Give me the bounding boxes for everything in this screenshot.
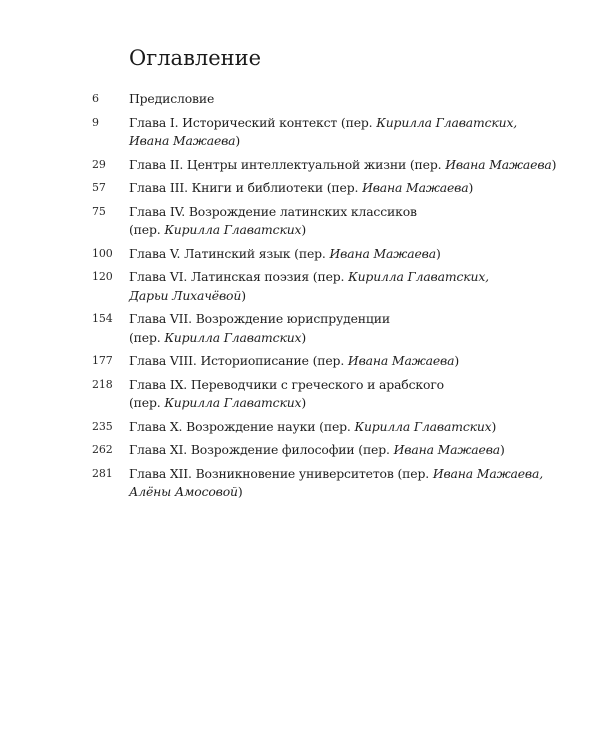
toc-translator: Алёны Амосовой (129, 484, 238, 499)
toc-entry-title: Глава VII. Возрождение юриспруденции (129, 311, 390, 326)
toc-entry-text (129, 352, 552, 371)
toc-entry-chapter-4[interactable] (92, 203, 552, 240)
toc-entry-text (129, 418, 552, 437)
toc-entry-text (129, 179, 552, 198)
toc-entry-title: Глава I. Исторический контекст (пер. (129, 114, 373, 130)
toc-closing-paren: ) (454, 353, 460, 368)
toc-translator: Кирилла Главатских (164, 395, 302, 410)
toc-entry-text (129, 156, 556, 175)
toc-translator: Ивана Мажаева (393, 442, 501, 457)
toc-translator-prefix: (пер. (129, 395, 161, 410)
toc-page-number: 154 (92, 312, 113, 325)
toc-entry-text (129, 376, 552, 413)
toc-closing-paren: ) (301, 222, 307, 237)
toc-page-number: 177 (92, 354, 113, 367)
toc-entry-title: Глава XI. Возрождение философии (пер. (129, 442, 390, 457)
toc-closing-paren: ) (551, 156, 557, 172)
toc-translator: Кирилла Главатских (354, 418, 492, 434)
toc-entry-chapter-8[interactable] (92, 352, 552, 371)
toc-page-number: 75 (92, 204, 106, 218)
toc-closing-paren: ) (468, 180, 474, 195)
toc-closing-paren: ) (500, 442, 505, 457)
toc-translator: Ивана Мажаева, (432, 465, 544, 481)
toc-page-number: 57 (92, 181, 106, 194)
toc-entry-title: Глава II. Центры интеллектуальной жизни (пер. (129, 156, 442, 172)
toc-entry-text (129, 441, 552, 460)
toc-entry-title: Глава IX. Переводчики с греческого и арабского (129, 376, 444, 392)
toc-closing-paren: ) (241, 287, 246, 303)
toc-translator: Ивана Мажаева (445, 156, 552, 172)
toc-entry-text (129, 114, 552, 151)
toc-entry-title: Глава XII. Возникновение университетов (пер. (129, 465, 430, 481)
toc-translator: Кирилла Главатских (164, 329, 302, 345)
toc-entry-text (129, 90, 552, 109)
toc-translator: Ивана Мажаева (129, 133, 236, 148)
toc-entry-chapter-7[interactable] (92, 310, 552, 347)
toc-entry-chapter-5[interactable] (92, 245, 552, 264)
toc-page-number: 262 (92, 443, 113, 456)
toc-entry-chapter-12[interactable] (92, 465, 552, 502)
toc-entry-title: Глава III. Книги и библиотеки (пер. (129, 180, 359, 195)
toc-translator-prefix: (пер. (129, 222, 161, 237)
toc-translator: Кирилла Главатских, (376, 114, 518, 130)
toc-entry-text (129, 465, 552, 502)
toc-page-number: 9 (92, 115, 99, 129)
toc-closing-paren: ) (237, 484, 243, 499)
toc-closing-paren: ) (435, 245, 441, 261)
toc-entry-text (129, 268, 552, 305)
page-title: Оглавление (129, 46, 262, 70)
toc-entry-chapter-11[interactable] (92, 441, 552, 460)
toc-translator: Кирилла Главатских, (348, 269, 489, 284)
toc-closing-paren: ) (301, 395, 307, 410)
toc-page-number: 120 (92, 270, 113, 283)
toc-entry-title: Глава IV. Возрождение латинских классиков (129, 203, 417, 219)
toc-entry-preface[interactable] (92, 90, 552, 109)
toc-translator: Ивана Мажаева (347, 353, 455, 368)
toc-entry-title: Глава VIII. Историописание (пер. (129, 353, 345, 368)
toc-translator-prefix: (пер. (129, 329, 161, 345)
toc-page-number: 6 (92, 92, 99, 105)
toc-entry-chapter-2[interactable] (92, 156, 557, 175)
toc-page-number: 218 (92, 377, 113, 391)
toc-translator: Дарьи Лихачёвой (129, 287, 242, 303)
toc-entry-title: Предисловие (129, 91, 215, 106)
toc-page-number: 235 (92, 419, 113, 433)
toc-entry-title: Глава VI. Латинская поэзия (пер. (129, 269, 345, 284)
toc-entry-chapter-10[interactable] (92, 418, 552, 437)
toc-closing-paren: ) (491, 418, 497, 434)
toc-entry-title: Глава V. Латинский язык (пер. (129, 245, 326, 261)
toc-closing-paren: ) (301, 329, 307, 345)
table-of-contents (92, 90, 557, 507)
toc-page-number: 100 (92, 246, 113, 260)
toc-entry-chapter-9[interactable] (92, 376, 552, 413)
toc-translator: Ивана Мажаева (362, 180, 469, 195)
toc-entry-text (129, 203, 552, 240)
toc-page-number: 281 (92, 466, 113, 480)
toc-translator: Ивана Мажаева (329, 245, 436, 261)
toc-entry-title: Глава X. Возрождение науки (пер. (129, 418, 351, 434)
toc-page-number: 29 (92, 157, 106, 171)
toc-closing-paren: ) (235, 133, 241, 148)
toc-entry-chapter-3[interactable] (92, 179, 552, 198)
toc-entry-text (129, 310, 552, 347)
toc-translator: Кирилла Главатских (164, 222, 302, 237)
toc-entry-chapter-6[interactable] (92, 268, 552, 305)
toc-entry-chapter-1[interactable] (92, 114, 552, 151)
toc-entry-text (129, 245, 552, 264)
